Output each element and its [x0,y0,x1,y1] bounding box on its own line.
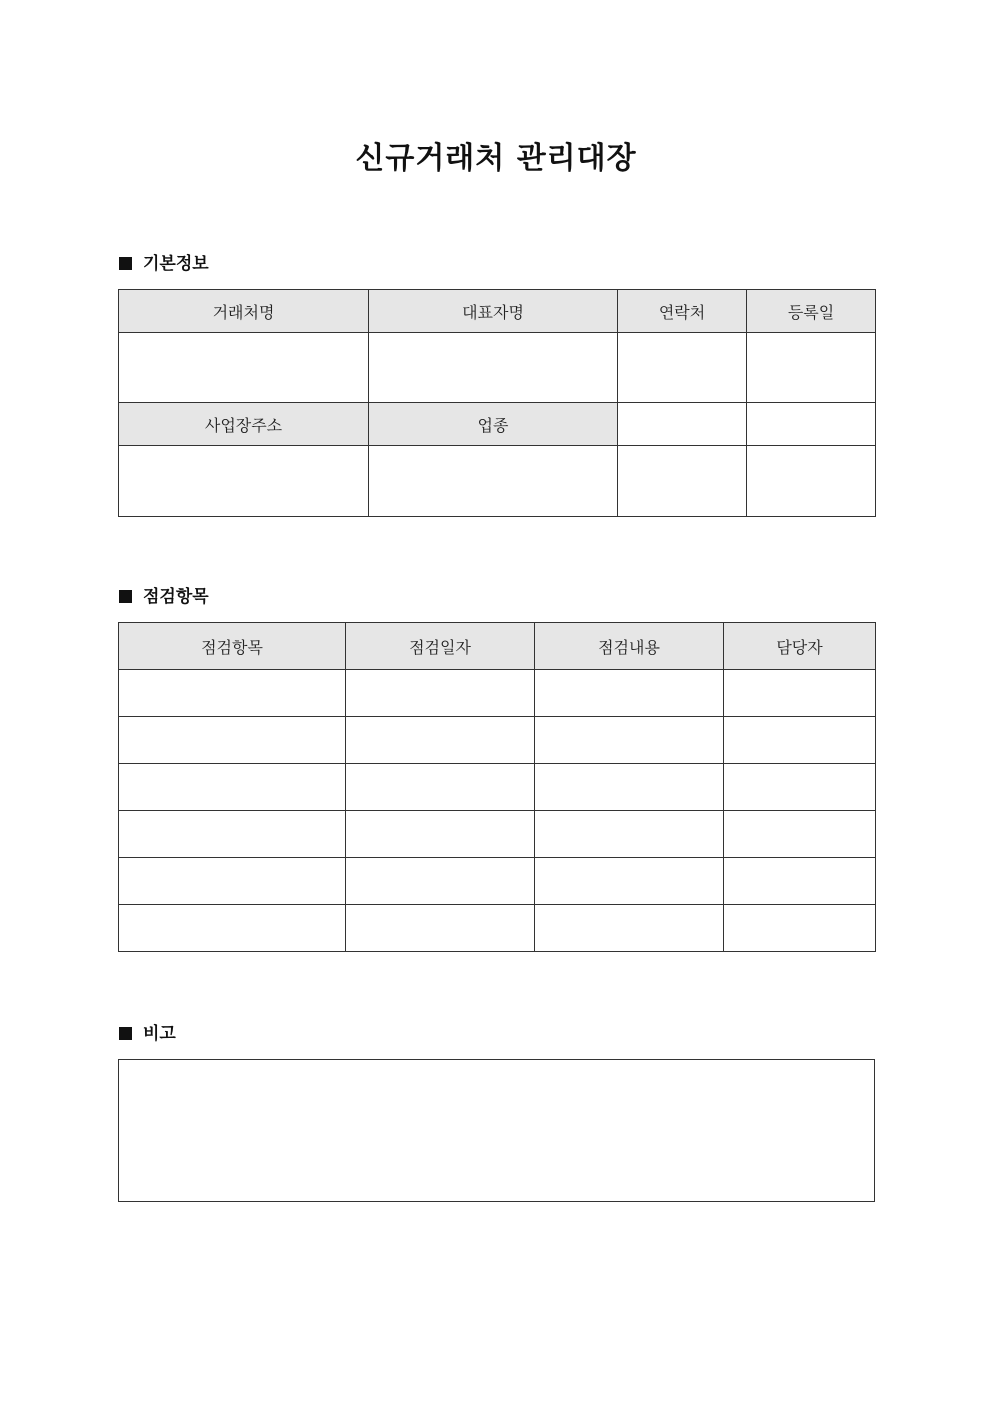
inspection-date-cell[interactable] [346,764,535,811]
section-remarks-label: 비고 [143,1024,176,1044]
contact-cell-extra[interactable] [618,403,747,446]
inspection-item-cell[interactable] [119,905,346,952]
person-in-charge-cell[interactable] [724,717,876,764]
section-remarks-heading [119,1023,176,1045]
person-in-charge-cell[interactable] [724,670,876,717]
column-header-business-type: 업종 [369,403,618,446]
registration-date-cell-extra[interactable] [747,403,876,446]
square-bullet-icon [119,1027,132,1040]
section-inspection-heading [119,586,209,608]
section-basic-info-heading [119,253,209,275]
inspection-item-cell[interactable] [119,764,346,811]
remarks-box[interactable] [118,1059,875,1202]
person-in-charge-cell[interactable] [724,811,876,858]
section-inspection-label: 점검항목 [143,587,209,607]
inspection-date-cell[interactable] [346,811,535,858]
business-type-cell[interactable] [369,446,618,517]
empty-cell[interactable] [747,446,876,517]
column-header-inspection-details: 점검내용 [535,623,724,670]
table-row [119,333,876,403]
table-header-row [119,623,876,670]
registration-date-cell[interactable] [747,333,876,403]
section-basic-info-label: 기본정보 [143,254,209,274]
column-header-inspection-item: 점검항목 [119,623,346,670]
table-row [119,905,876,952]
column-header-company-name: 거래처명 [119,290,369,333]
inspection-details-cell[interactable] [535,717,724,764]
square-bullet-icon [119,590,132,603]
inspection-item-cell[interactable] [119,670,346,717]
inspection-item-cell[interactable] [119,717,346,764]
inspection-details-cell[interactable] [535,858,724,905]
column-header-registration-date: 등록일 [747,290,876,333]
column-header-person-in-charge: 담당자 [724,623,876,670]
inspection-date-cell[interactable] [346,905,535,952]
person-in-charge-cell[interactable] [724,858,876,905]
inspection-details-cell[interactable] [535,811,724,858]
person-in-charge-cell[interactable] [724,905,876,952]
basic-info-table [118,289,876,517]
column-header-inspection-date: 점검일자 [346,623,535,670]
inspection-table [118,622,876,952]
contact-cell[interactable] [618,333,747,403]
inspection-details-cell[interactable] [535,764,724,811]
square-bullet-icon [119,257,132,270]
inspection-date-cell[interactable] [346,670,535,717]
table-row [119,764,876,811]
inspection-item-cell[interactable] [119,858,346,905]
inspection-date-cell[interactable] [346,858,535,905]
column-header-representative: 대표자명 [369,290,618,333]
empty-cell[interactable] [618,446,747,517]
inspection-date-cell[interactable] [346,717,535,764]
inspection-item-cell[interactable] [119,811,346,858]
representative-cell[interactable] [369,333,618,403]
company-name-cell[interactable] [119,333,369,403]
person-in-charge-cell[interactable] [724,764,876,811]
column-header-contact: 연락처 [618,290,747,333]
inspection-details-cell[interactable] [535,905,724,952]
column-header-business-address: 사업장주소 [119,403,369,446]
business-address-cell[interactable] [119,446,369,517]
page-title: 신규거래처 관리대장 [355,141,637,176]
table-row [119,670,876,717]
table-row [119,858,876,905]
table-row [119,717,876,764]
inspection-details-cell[interactable] [535,670,724,717]
table-row [119,446,876,517]
table-header-row [119,290,876,333]
table-header-row [119,403,876,446]
table-row [119,811,876,858]
